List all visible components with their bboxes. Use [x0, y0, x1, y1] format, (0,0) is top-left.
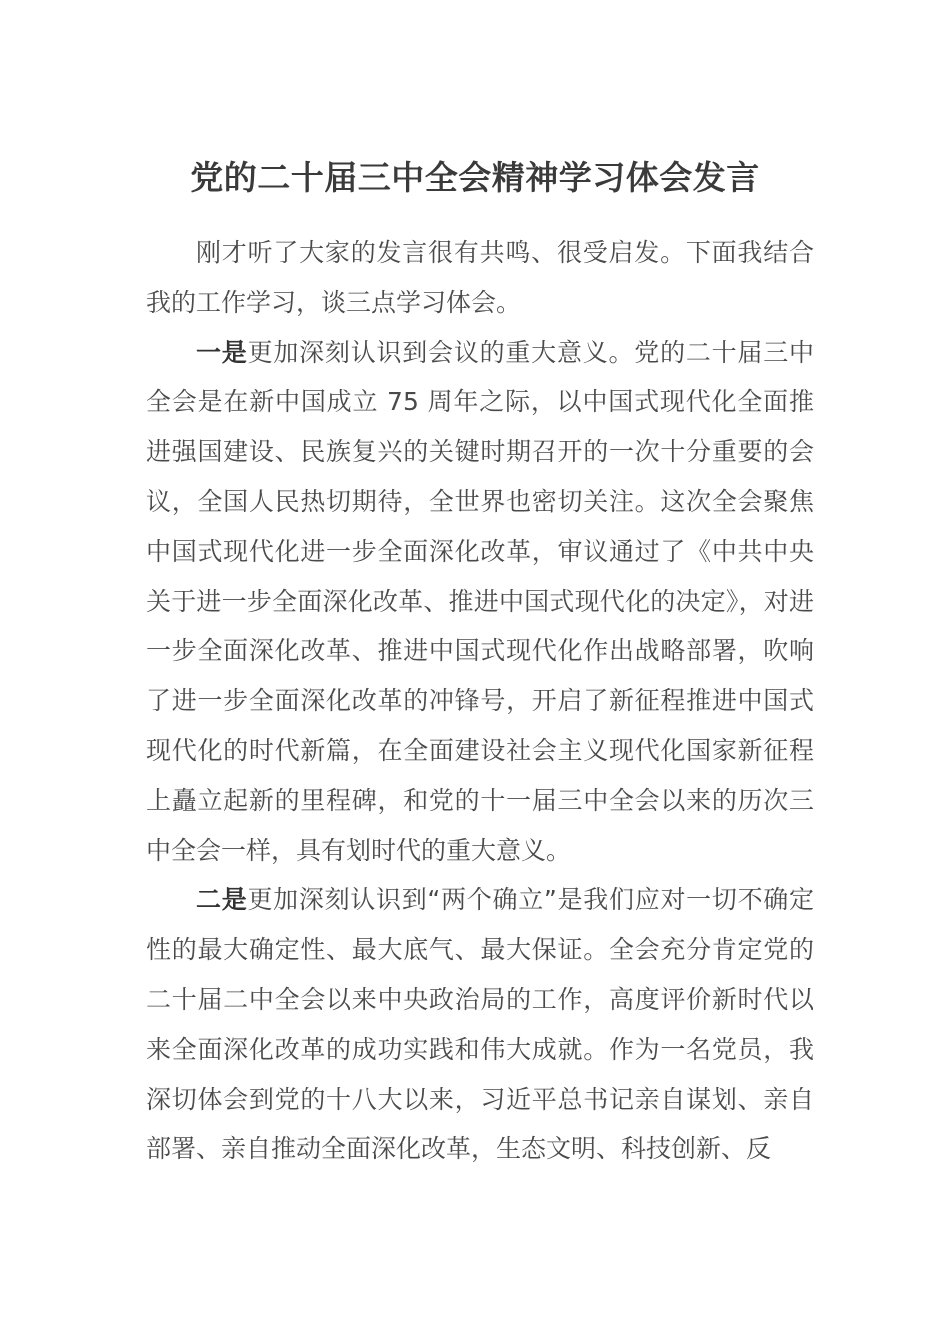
paragraph-point-one-lead: 一是 [196, 337, 248, 367]
paragraph-point-two-lead: 二是 [196, 885, 248, 915]
paragraph-intro [146, 228, 814, 328]
paragraph-intro-text: 刚才听了大家的发言很有共鸣、很受启发。下面我结合我的工作学习，谈三点学习体会。 [146, 238, 814, 317]
document-body [146, 228, 814, 1174]
document-title: 党的二十届三中全会精神学习体会发言 [190, 158, 760, 197]
paragraph-point-two-text: 更加深刻认识到“两个确立”是我们应对一切不确定性的最大确定性、最大底气、最大保证。全会充分肯定党的二十届二中全会以来中央政治局的工作，高度评价新时代以来全面深化改革的成功实践和伟大成就。作为一名党员，我深切体会到党的十八大以来，习近平总书记亲自谋划、亲自部署、亲自推动全面深化改革，生态文明、科技创新、反 [146, 885, 814, 1164]
paragraph-point-one [146, 328, 814, 876]
paragraph-point-two [146, 875, 814, 1174]
paragraph-point-one-text: 更加深刻认识到会议的重大意义。党的二十届三中全会是在新中国成立 75 周年之际，以中国式现代化全面推进强国建设、民族复兴的关键时期召开的一次十分重要的会议，全国人民热切期待，全世界也密切关注。这次全会聚焦中国式现代化进一步全面深化改革，审议通过了《中共中央关于进一步全面深化改革、推进中国式现代化的决定》，对进一步全面深化改革、推进中国式现代化作出战略部署，吹响了进一步全面深化改革的冲锋号，开启了新征程推进中国式现代化的时代新篇，在全面建设社会主义现代化国家新征程上矗立起新的里程碑，和党的十一届三中全会以来的历次三中全会一样，具有划时代的重大意义。 [146, 337, 814, 865]
